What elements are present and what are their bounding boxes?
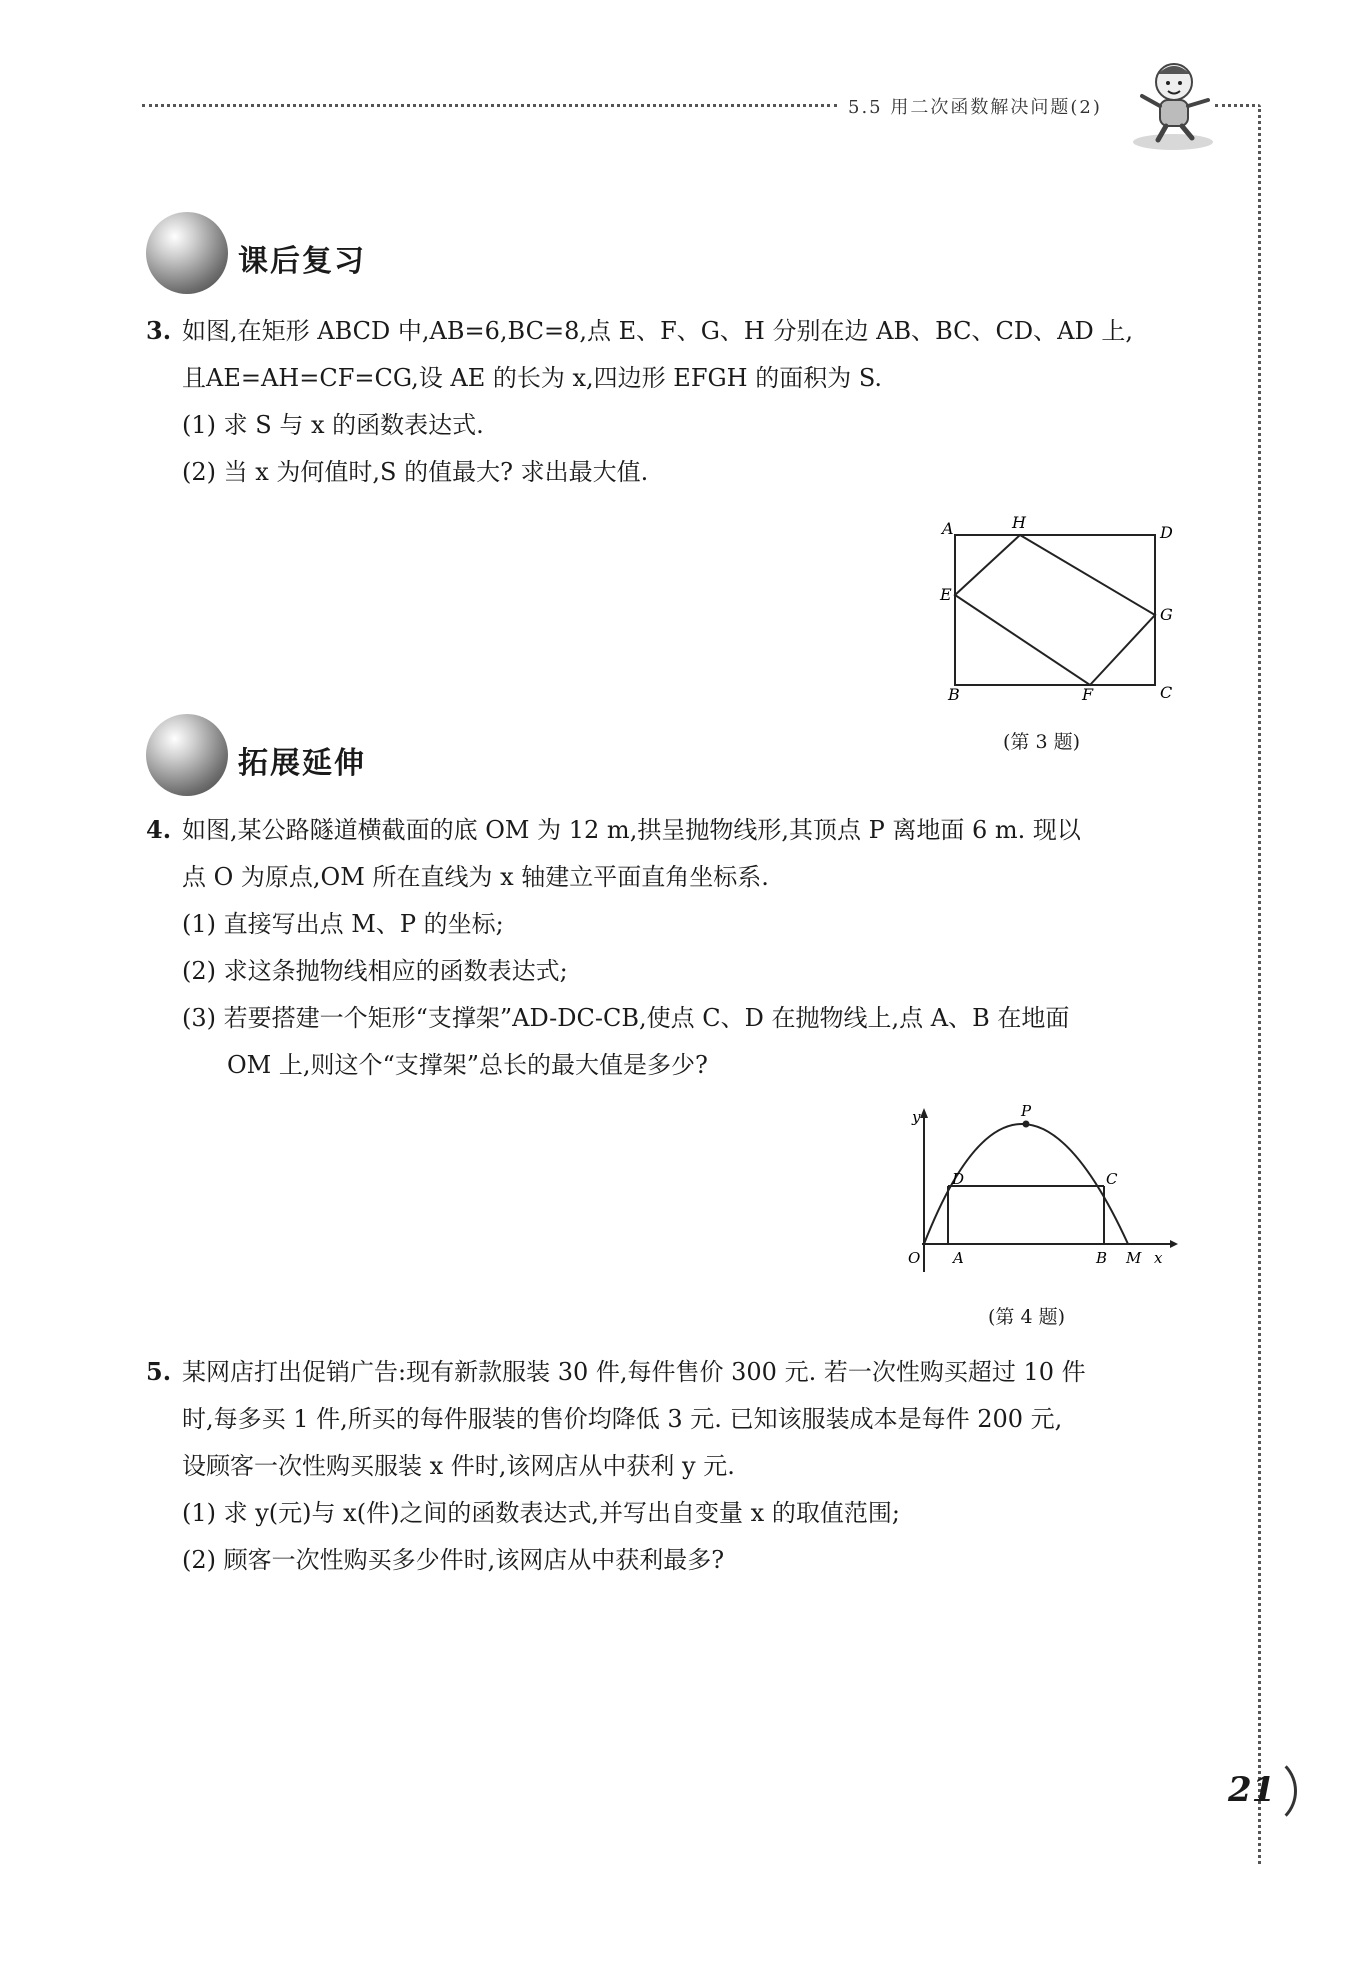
q3-sub1: (1) 求 S 与 x 的函数表达式. bbox=[182, 411, 484, 439]
q3-label-B: B bbox=[948, 685, 960, 700]
q4-text-line1: 如图,某公路隧道横截面的底 OM 为 12 m,拱呈抛物线形,其顶点 P 离地面 6 m. 现以 bbox=[182, 816, 1081, 844]
q4-label-B: B bbox=[1096, 1249, 1108, 1267]
page-number: 21 bbox=[1228, 1770, 1276, 1810]
q4-sub3-line1: (3) 若要搭建一个矩形“支撑架”AD-DC-CB,使点 C、D 在抛物线上,点 A、B 在地面 bbox=[182, 1004, 1070, 1032]
chapter-header: 5.5 用二次函数解决问题(2) bbox=[848, 97, 1102, 118]
q4-label-D: D bbox=[952, 1170, 965, 1188]
q4-parabola-figure bbox=[908, 1104, 1178, 1284]
q4-label-C: C bbox=[1106, 1170, 1118, 1188]
q3-text-line2: 且AE=AH=CF=CG,设 AE 的长为 x,四边形 EFGH 的面积为 S. bbox=[182, 364, 883, 392]
q4-sub2: (2) 求这条抛物线相应的函数表达式; bbox=[182, 957, 568, 985]
q3-caption: (第 3 题) bbox=[1003, 731, 1080, 753]
header-dotted-rule bbox=[142, 104, 837, 107]
q3-number: 3. bbox=[146, 316, 172, 345]
q4-sub3-line2: OM 上,则这个“支撑架”总长的最大值是多少? bbox=[227, 1051, 708, 1079]
q3-label-C: C bbox=[1160, 683, 1173, 700]
q5-text-line1: 某网店打出促销广告:现有新款服装 30 件,每件售价 300 元. 若一次性购买超过 10 件 bbox=[182, 1358, 1086, 1386]
q3-label-E: E bbox=[940, 585, 952, 604]
q4-text-line2: 点 O 为原点,OM 所在直线为 x 轴建立平面直角坐标系. bbox=[182, 863, 769, 891]
q3-label-F: F bbox=[1082, 685, 1094, 700]
mascot-illustration bbox=[1128, 56, 1218, 152]
q5-sub2: (2) 顾客一次性购买多少件时,该网店从中获利最多? bbox=[182, 1546, 725, 1574]
q3-rectangle-figure bbox=[930, 510, 1180, 700]
q4-label-M: M bbox=[1126, 1249, 1142, 1267]
q5-text-line3: 设顾客一次性购买服装 x 件时,该网店从中获利 y 元. bbox=[182, 1452, 735, 1480]
q5-sub1: (1) 求 y(元)与 x(件)之间的函数表达式,并写出自变量 x 的取值范围; bbox=[182, 1499, 900, 1527]
q3-label-H: H bbox=[1012, 513, 1026, 532]
q3-text-line1: 如图,在矩形 ABCD 中,AB=6,BC=8,点 E、F、G、H 分别在边 AB、BC、CD、AD 上, bbox=[182, 317, 1133, 345]
q3-label-D: D bbox=[1160, 523, 1173, 542]
q4-sub1: (1) 直接写出点 M、P 的坐标; bbox=[182, 910, 504, 938]
q4-label-x: x bbox=[1154, 1249, 1163, 1267]
header-dotted-rule-right bbox=[1215, 104, 1255, 107]
section-globe-icon bbox=[146, 212, 228, 294]
section-network-globe-icon bbox=[146, 714, 228, 796]
q4-number: 4. bbox=[146, 815, 172, 844]
q4-label-P: P bbox=[1021, 1104, 1032, 1120]
q3-label-G: G bbox=[1160, 605, 1173, 624]
q5-number: 5. bbox=[146, 1357, 172, 1386]
q4-label-A: A bbox=[953, 1249, 964, 1267]
q4-caption: (第 4 题) bbox=[988, 1306, 1065, 1328]
section-title-review: 课后复习 bbox=[238, 244, 366, 279]
q5-text-line2: 时,每多买 1 件,所买的每件服装的售价均降低 3 元. 已知该服装成本是每件 200 元, bbox=[182, 1405, 1063, 1433]
q4-label-O: O bbox=[908, 1249, 921, 1267]
q3-sub2: (2) 当 x 为何值时,S 的值最大? 求出最大值. bbox=[182, 458, 649, 486]
q4-label-y: y bbox=[912, 1108, 921, 1126]
section-title-extension: 拓展延伸 bbox=[238, 746, 366, 781]
q3-label-A: A bbox=[942, 519, 954, 538]
page-margin-rule bbox=[1258, 104, 1261, 1864]
